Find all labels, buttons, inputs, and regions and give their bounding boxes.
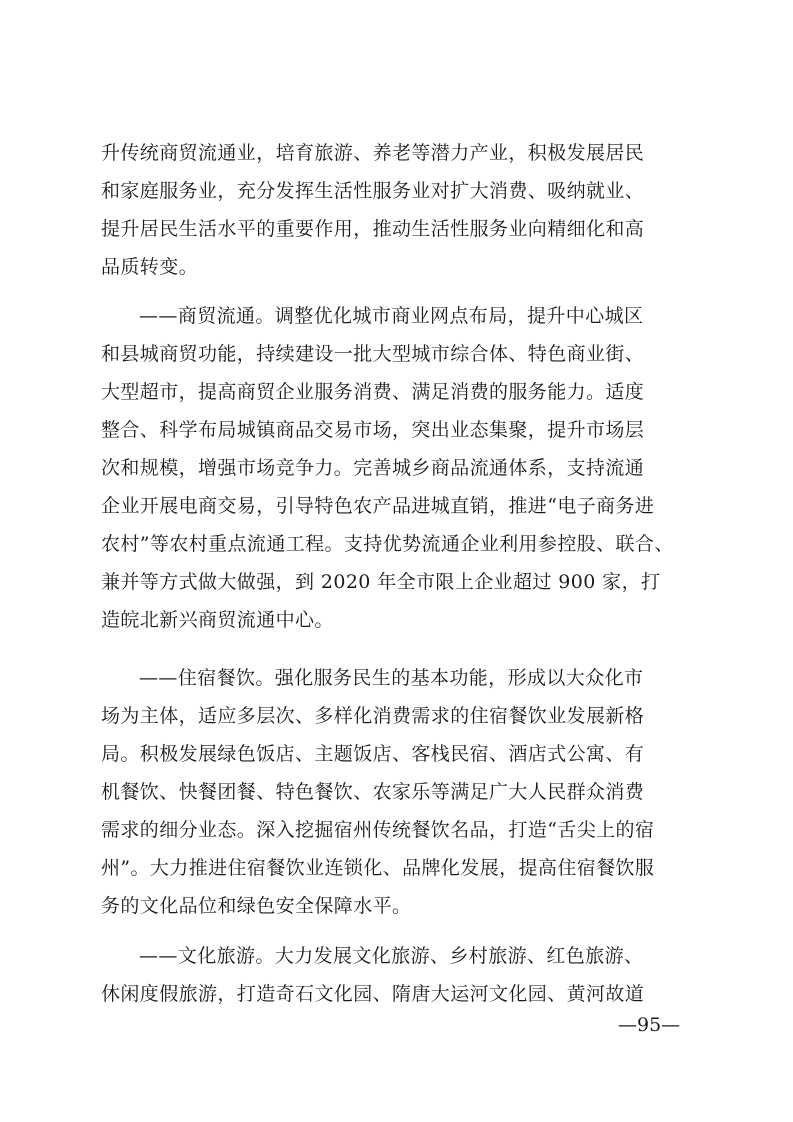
text-line: 休闲度假旅游，打造奇石文化园、隋唐大运河文化园、黄河故道 <box>101 983 645 1005</box>
text-line: 品质转变。 <box>101 256 199 278</box>
section-heading-line: ——住宿餐饮。强化服务民生的基本功能，形成以大众化市 <box>139 667 644 689</box>
text-line: 次和规模，增强市场竞争力。完善城乡商品流通体系，支持流通 <box>101 457 645 479</box>
page-number: —95— <box>618 1014 681 1036</box>
text-line: 需求的细分业态。深入挖掘宿州传统餐饮名品，打造“舌尖上的宿 <box>101 819 655 841</box>
text-line: 企业开展电商交易，引导特色农产品进城直销，推进“电子商务进 <box>101 495 655 517</box>
text-line: 大型超市，提高商贸企业服务消费、满足消费的服务能力。适度 <box>101 381 645 403</box>
text-line: 农村”等农村重点流通工程。支持优势流通企业利用参控股、联合、 <box>101 533 674 555</box>
text-line: 州”。大力推进住宿餐饮业连锁化、品牌化发展，提高住宿餐饮服 <box>101 857 655 879</box>
text-line: 兼并等方式做大做强，到 2020 年全市限上企业超过 900 家，打 <box>101 571 661 593</box>
text-line: 和县城商贸功能，持续建设一批大型城市综合体、特色商业街、 <box>101 343 645 365</box>
text-line: 整合、科学布局城镇商品交易市场，突出业态集聚，提升市场层 <box>101 419 645 441</box>
text-line: 提升居民生活水平的重要作用，推动生活性服务业向精细化和高 <box>101 218 645 240</box>
text-line: 和家庭服务业，充分发挥生活性服务业对扩大消费、吸纳就业、 <box>101 180 645 202</box>
text-line: 务的文化品位和绿色安全保障水平。 <box>101 895 412 917</box>
text-line: 造皖北新兴商贸流通中心。 <box>101 609 334 631</box>
section-heading-line: ——文化旅游。大力发展文化旅游、乡村旅游、红色旅游、 <box>139 945 644 967</box>
text-line: 场为主体，适应多层次、多样化消费需求的住宿餐饮业发展新格 <box>101 705 645 727</box>
text-line: 升传统商贸流通业，培育旅游、养老等潜力产业，积极发展居民 <box>101 142 645 164</box>
text-line: 局。积极发展绿色饭店、主题饭店、客栈民宿、酒店式公寓、有 <box>101 743 645 765</box>
text-line: 机餐饮、快餐团餐、特色餐饮、农家乐等满足广大人民群众消费 <box>101 781 645 803</box>
section-heading-line: ——商贸流通。调整优化城市商业网点布局，提升中心城区 <box>139 305 644 327</box>
